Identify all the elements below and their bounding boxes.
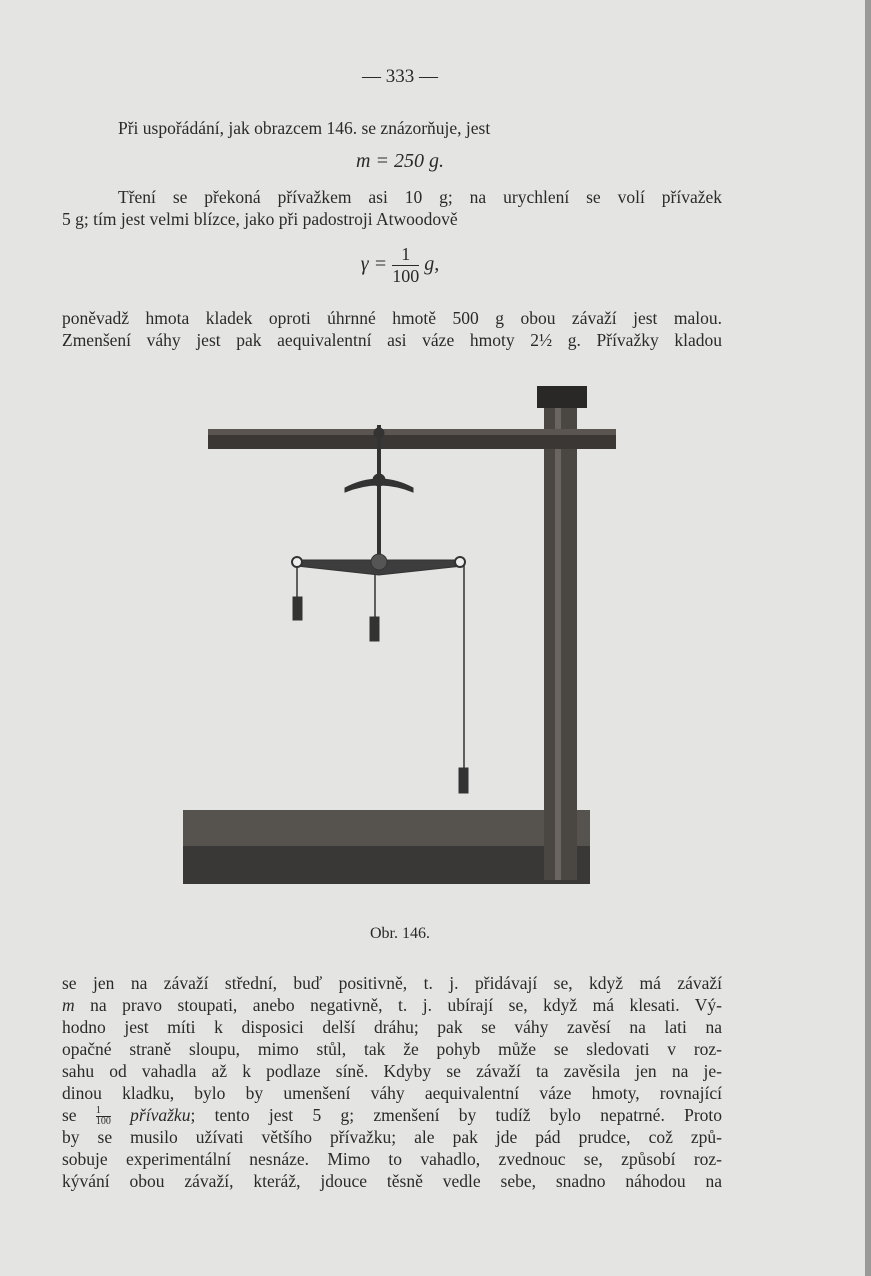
text-line: sobuje experimentální nesnáze. Mimo to vahadlo, zvednouc se, způsobí roz-	[62, 1149, 722, 1169]
text-line: 5 g; tím jest velmi blízce, jako při padostroji Atwoodově	[62, 209, 458, 229]
text-line	[62, 1104, 722, 1127]
numerator: 1	[96, 1106, 111, 1117]
text-line	[62, 994, 722, 1016]
text-span: na pravo stoupati, anebo negativně, t. j. ubírají se, když má klesati. Vý-	[74, 995, 722, 1015]
text-line: Při uspořádání, jak obrazcem 146. se znázorňuje, jest	[118, 118, 491, 138]
text-line: by se musilo užívati většího přívažku; ale pak jde pád prudce, což způ-	[62, 1127, 722, 1147]
text-line: sahu od vahadla až k podlaze síně. Kdyby se závaží ta zavěsila jen na je-	[62, 1061, 722, 1081]
text-line: Tření se překoná přívažkem asi 10 g; na urychlení se volí přívažek	[118, 187, 722, 207]
italic-m: m	[62, 995, 75, 1015]
weight-right	[459, 768, 468, 793]
denominator: 100	[392, 266, 420, 286]
text-line: se jen na závaží střední, buď positivně, t. j. přidávají se, když má závaží	[62, 973, 722, 993]
page-number: — 333 —	[362, 66, 438, 87]
text-line: dinou kladku, bylo by umenšení váhy aequivalentní váze hmoty, rovnající	[62, 1083, 722, 1103]
balance-beam	[292, 425, 468, 793]
text-span: se	[62, 1105, 77, 1125]
post-cap	[537, 386, 587, 408]
text-line: poněvadž hmota kladek oproti úhrnné hmotě 500 g obou závaží jest malou.	[62, 308, 722, 328]
numerator: 1	[392, 244, 419, 266]
text-line: opačné straně sloupu, mimo stůl, tak že pohyb může se sledovati v roz-	[62, 1039, 722, 1059]
figure-caption: Obr. 146.	[370, 925, 430, 942]
base-top	[183, 810, 590, 846]
italic-word: přívažku	[130, 1105, 191, 1125]
text-line: hodno jest míti k disposici delší dráhu; pak se váhy zavěsí na lati na	[62, 1017, 722, 1037]
formula-text: m = 250 g.	[356, 150, 444, 172]
formula-rhs: g,	[424, 253, 440, 276]
small-fraction	[96, 1106, 111, 1127]
formula-lhs: γ =	[360, 253, 388, 276]
weight-middle	[370, 617, 379, 641]
wooden-stand	[183, 386, 616, 884]
weight-left	[293, 597, 302, 620]
text-line: kývání obou závaží, kteráž, jdouce těsně vedle sebe, snadno náhodou na	[62, 1171, 722, 1191]
denominator: 100	[95, 1116, 111, 1128]
text-line: Zmenšení váhy jest pak aequivalentní asi váze hmoty 2½ g. Přívažky kladou	[62, 330, 722, 350]
text-span: ; tento jest 5 g; zmenšení by tudíž bylo nepatrné. Proto	[190, 1105, 723, 1125]
